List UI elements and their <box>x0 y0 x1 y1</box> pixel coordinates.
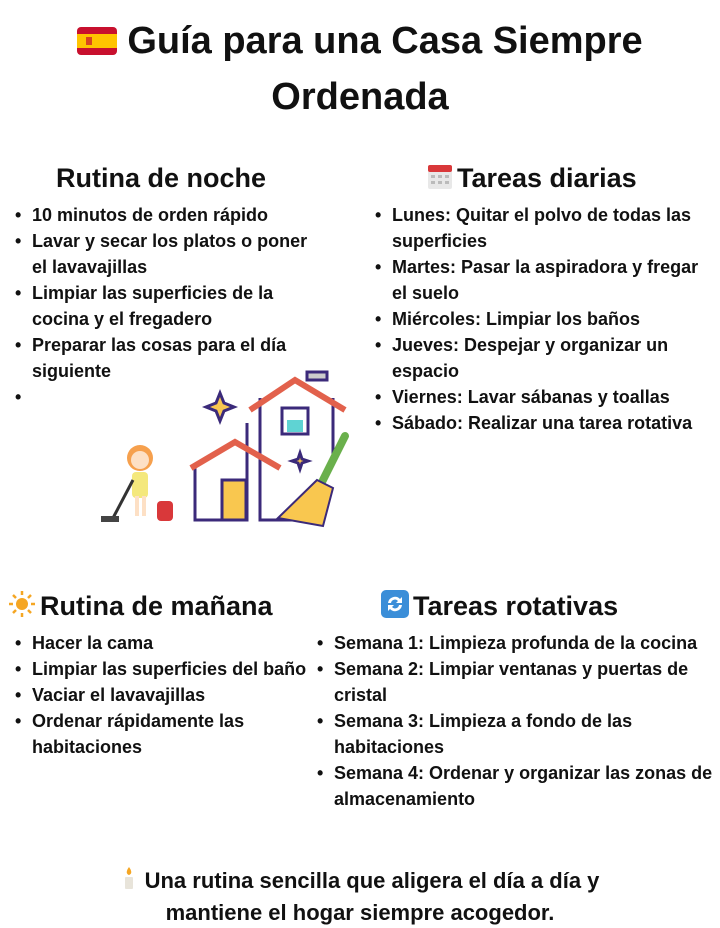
list-item: • Semana 2: Limpiar ventanas y puertas de cristal <box>317 656 717 708</box>
list-item: • 10 minutos de orden rápido <box>15 202 324 228</box>
list-item: • Semana 4: Ordenar y organizar las zonas de almacenamiento <box>317 760 717 812</box>
list-item: • Ordenar rápidamente las habitaciones <box>15 708 318 760</box>
list-item: • Semana 1: Limpieza profunda de la cocina <box>317 630 717 656</box>
calendar-icon <box>427 162 453 198</box>
rotating-tasks-section: Tareas rotativas • Semana 1: Limpieza profunda de la cocina • Semana 2: Limpiar ventanas y puertas de cristal • Semana 3: Limpieza a fondo de las habitaciones • Semana 4: Ordenar y organizar las zonas de almacenamiento <box>317 589 717 812</box>
list-item: • Viernes: Lavar sábanas y toallas <box>375 384 715 410</box>
girl-vacuum-icon <box>101 445 173 522</box>
morning-routine-section: Rutina de mañana • Hacer la cama • Limpiar las superficies del baño • Vaciar el lavavajillas • Ordenar rápidamente las habitaciones <box>8 589 318 760</box>
list-item: • Jueves: Despejar y organizar un espacio <box>375 332 715 384</box>
list-item: • Semana 3: Limpieza a fondo de las habitaciones <box>317 708 717 760</box>
footer-message: Una rutina sencilla que aligera el día a día y mantiene el hogar siempre acogedor. <box>0 866 720 928</box>
cleaning-illustration <box>95 368 355 538</box>
list-item: • Limpiar las superficies del baño <box>15 656 318 682</box>
list-item: • Sábado: Realizar una tarea rotativa <box>375 410 715 436</box>
night-routine-section: Rutina de noche • 10 minutos de orden rápido • Lavar y secar los platos o poner el lavavajillas • Limpiar las superficies de la cocina y el fregadero • Preparar las cosas para el día siguiente • <box>24 161 324 410</box>
list-item: • Miércoles: Limpiar los baños <box>375 306 715 332</box>
list-item: • Lavar y secar los platos o poner el lavavajillas <box>15 228 324 280</box>
crescent-moon-icon <box>24 162 52 198</box>
list-item: • Lunes: Quitar el polvo de todas las superficies <box>375 202 715 254</box>
list-item: • Martes: Pasar la aspiradora y fregar el suelo <box>375 254 715 306</box>
page-title: Guía para una Casa Siempre Ordenada <box>0 14 720 124</box>
broom-icon <box>278 436 345 526</box>
rotating-tasks-list <box>317 630 717 812</box>
list-item: • Hacer la cama <box>15 630 318 656</box>
list-item: • Limpiar las superficies de la cocina y el fregadero <box>15 280 324 332</box>
sun-icon <box>8 590 36 626</box>
daily-tasks-section: Tareas diarias • Lunes: Quitar el polvo de todas las superficies • Martes: Pasar la aspiradora y fregar el suelo • Miércoles: Limpiar los baños • Jueves: Despejar y organizar un espacio • Viernes: Lavar sábanas y toallas • Sábado: Realizar una tarea rotativa <box>375 161 715 436</box>
daily-tasks-list <box>375 202 715 436</box>
spain-flag-icon <box>77 16 117 70</box>
morning-routine-list <box>15 630 318 760</box>
list-item: • Vaciar el lavavajillas <box>15 682 318 708</box>
list-item: • Preparar las cosas para el día siguiente <box>15 332 324 384</box>
repeat-arrows-icon <box>381 590 409 626</box>
candle-icon <box>121 866 137 898</box>
